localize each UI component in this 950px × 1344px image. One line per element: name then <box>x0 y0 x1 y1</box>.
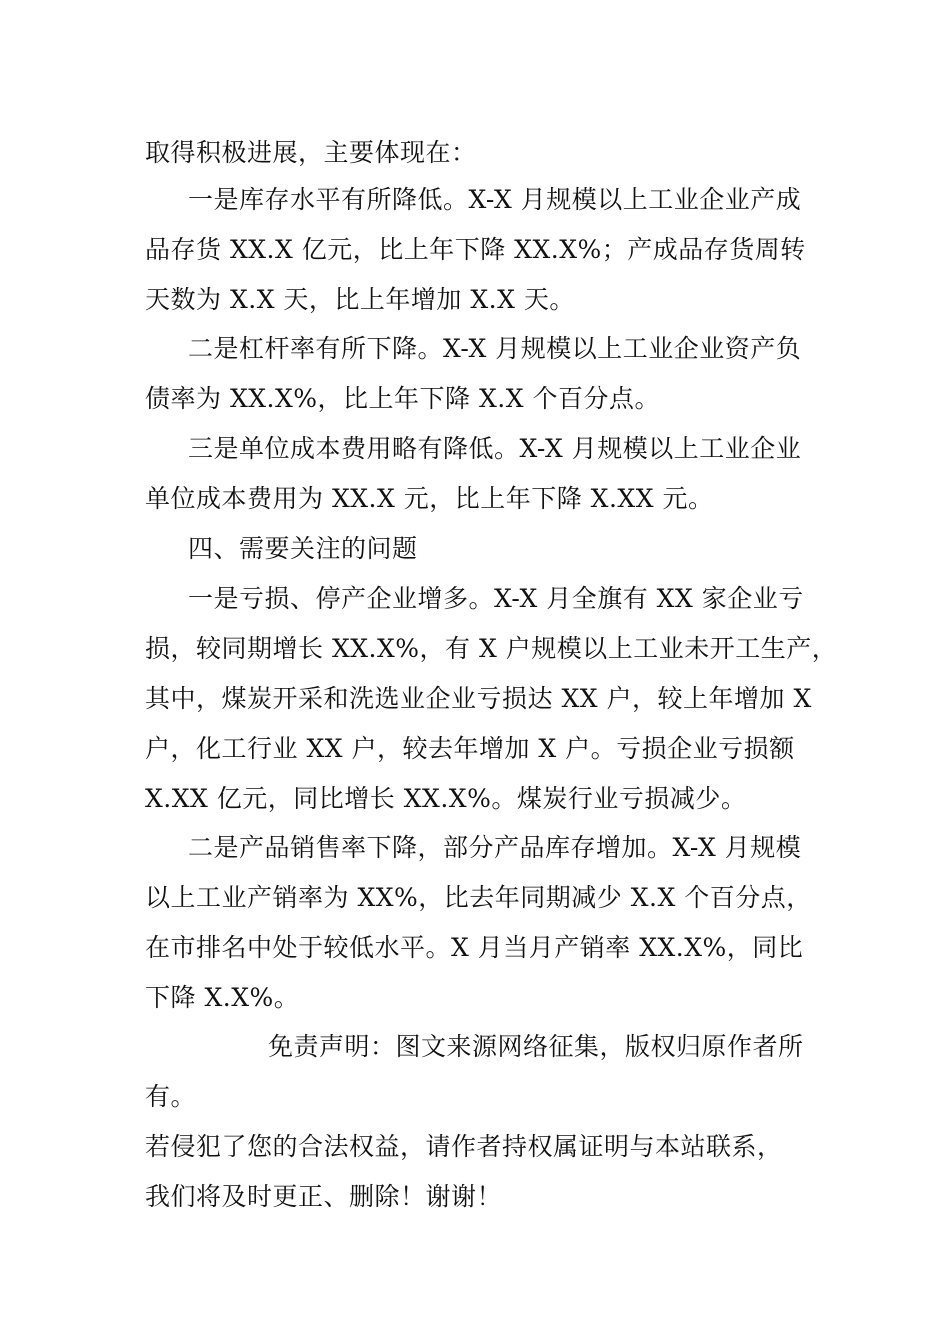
text-line: 品存货 XX.X 亿元，比上年下降 XX.X%；产成品存货周转 <box>145 235 806 264</box>
disclaimer-line: 有。 <box>145 1082 197 1111</box>
text-line: 单位成本费用为 XX.X 元，比上年下降 X.XX 元。 <box>145 484 714 513</box>
text-line: 债率为 XX.X%，比上年下降 X.X 个百分点。 <box>145 384 660 413</box>
text-line: 其中，煤炭开采和洗选业企业亏损达 XX 户，较上年增加 X <box>145 684 812 713</box>
text-line: 天数为 X.X 天，比上年增加 X.X 天。 <box>145 285 575 314</box>
text-line: 损，较同期增长 XX.X%，有 X 户规模以上工业未开工生产， <box>145 634 838 663</box>
disclaimer-line: 若侵犯了您的合法权益，请作者持权属证明与本站联系， <box>145 1132 783 1161</box>
text-line: 一是亏损、停产企业增多。X-X 月全旗有 XX 家企业亏 <box>188 584 804 613</box>
disclaimer-line: 我们将及时更正、删除！谢谢！ <box>145 1182 503 1211</box>
text-line: 三是单位成本费用略有降低。X-X 月规模以上工业企业 <box>188 434 802 463</box>
text-line: 取得积极进展，主要体现在： <box>145 138 477 167</box>
text-line: 二是产品销售率下降，部分产品库存增加。X-X 月规模 <box>188 833 802 862</box>
text-line: X.XX 亿元，同比增长 XX.X%。煤炭行业亏损减少。 <box>145 784 747 813</box>
disclaimer-line: 免责声明：图文来源网络征集，版权归原作者所 <box>268 1032 804 1061</box>
section-heading: 四、需要关注的问题 <box>188 534 418 563</box>
text-line: 在市排名中处于较低水平。X 月当月产销率 XX.X%，同比 <box>145 933 804 962</box>
text-line: 户，化工行业 XX 户，较去年增加 X 户。亏损企业亏损额 <box>145 734 795 763</box>
text-line: 以上工业产销率为 XX%，比去年同期减少 X.X 个百分点， <box>145 883 812 912</box>
text-line: 二是杠杆率有所下降。X-X 月规模以上工业企业资产负 <box>188 334 802 363</box>
text-line: 下降 X.X%。 <box>145 983 300 1012</box>
text-line: 一是库存水平有所降低。X-X 月规模以上工业企业产成 <box>188 185 802 214</box>
